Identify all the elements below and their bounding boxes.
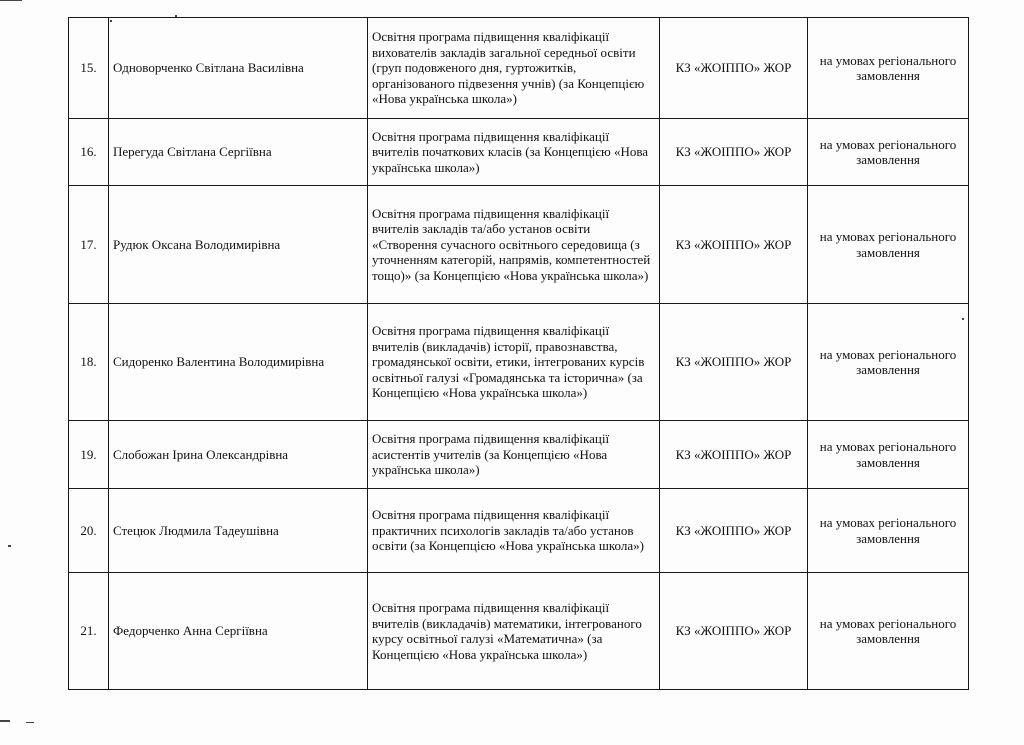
row-number: 15. (69, 18, 109, 119)
table-row (69, 119, 969, 186)
order-type: на умовах регіонального замовлення (808, 489, 969, 573)
order-type: на умовах регіонального замовлення (808, 186, 969, 304)
order-type: на умовах регіонального замовлення (808, 18, 969, 119)
program-title: Освітня програма підвищення кваліфікації вчителів (викладачів) математики, інтегрованого курсу освітньої галузі «Математична» (за Концепцією «Нова українська школа») (368, 573, 660, 690)
order-type: на умовах регіонального замовлення (808, 119, 969, 186)
institution: КЗ «ЖОІППО» ЖОР (660, 489, 808, 573)
teacher-name: Федорченко Анна Сергіївна (109, 573, 368, 690)
teacher-name: Сидоренко Валентина Володимирівна (109, 304, 368, 421)
teacher-name: Перегуда Світлана Сергіївна (109, 119, 368, 186)
teacher-name: Стецюк Людмила Тадеушівна (109, 489, 368, 573)
program-title: Освітня програма підвищення кваліфікації вчителів початкових класів (за Концепцією «Нова українська школа») (368, 119, 660, 186)
scan-edge-mark (0, 720, 10, 722)
row-number: 16. (69, 119, 109, 186)
order-type: на умовах регіонального замовлення (808, 304, 969, 421)
program-title: Освітня програма підвищення кваліфікації вихователів закладів загальної середньої освіти (груп подовженого дня, гуртожитків, організованого підвезення учнів) (за Концепцією «Нова українська школа») (368, 18, 660, 119)
training-list-table (68, 17, 969, 690)
teacher-name: Рудюк Оксана Володимирівна (109, 186, 368, 304)
table-row (69, 489, 969, 573)
institution: КЗ «ЖОІППО» ЖОР (660, 304, 808, 421)
institution: КЗ «ЖОІППО» ЖОР (660, 18, 808, 119)
table-row (69, 304, 969, 421)
teacher-name: Одноворченко Світлана Василівна (109, 18, 368, 119)
program-title: Освітня програма підвищення кваліфікації асистентів учителів (за Концепцією «Нова українська школа») (368, 421, 660, 489)
program-title: Освітня програма підвищення кваліфікації практичних психологів закладів та/або установ освіти (за Концепцією «Нова українська школа») (368, 489, 660, 573)
row-number: 21. (69, 573, 109, 690)
row-number: 17. (69, 186, 109, 304)
scan-speck (110, 20, 112, 22)
order-type: на умовах регіонального замовлення (808, 573, 969, 690)
order-type: на умовах регіонального замовлення (808, 421, 969, 489)
scan-edge-mark (0, 0, 22, 1)
institution: КЗ «ЖОІППО» ЖОР (660, 119, 808, 186)
institution: КЗ «ЖОІППО» ЖОР (660, 186, 808, 304)
scan-speck (175, 15, 177, 17)
table-row (69, 421, 969, 489)
program-title: Освітня програма підвищення кваліфікації вчителів закладів та/або установ освіти «Створення сучасного освітнього середовища (з уточненням категорій, напрямів, компетентностей тощо)» (за Концепцією «Нова українська школа») (368, 186, 660, 304)
scan-speck (962, 318, 964, 320)
row-number: 19. (69, 421, 109, 489)
table-row (69, 18, 969, 119)
program-title: Освітня програма підвищення кваліфікації вчителів (викладачів) історії, правознавства, громадянської освіти, етики, інтегрованих курсів освітньої галузі «Громадянська та історична» (за Концепцією «Нова українська школа») (368, 304, 660, 421)
institution: КЗ «ЖОІППО» ЖОР (660, 421, 808, 489)
row-number: 18. (69, 304, 109, 421)
institution: КЗ «ЖОІППО» ЖОР (660, 573, 808, 690)
table-row (69, 186, 969, 304)
scan-speck (8, 545, 11, 547)
scan-edge-mark (26, 722, 34, 723)
table-row (69, 573, 969, 690)
row-number: 20. (69, 489, 109, 573)
teacher-name: Слобожан Ірина Олександрівна (109, 421, 368, 489)
